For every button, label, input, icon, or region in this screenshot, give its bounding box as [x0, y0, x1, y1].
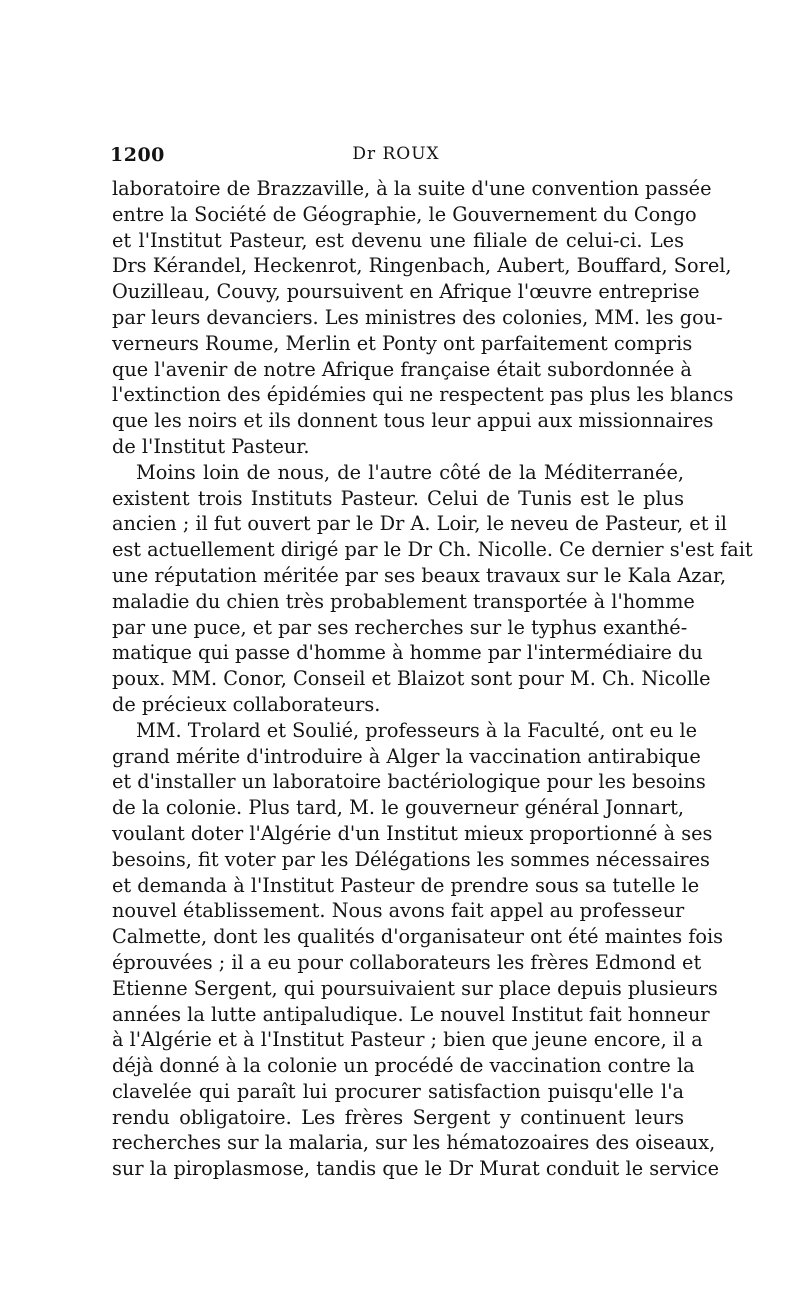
text-line: que l'avenir de notre Afrique française était subordonnée à	[112, 357, 692, 381]
text-line: à l'Algérie et à l'Institut Pasteur ; bien que jeune encore, il a	[112, 1028, 703, 1052]
text-line: poux. MM. Conor, Conseil et Blaizot sont pour M. Ch. Nicolle	[112, 667, 711, 691]
text-line: grand mérite d'introduire à Alger la vaccination antirabique	[112, 744, 701, 768]
text-line: années la lutte antipaludique. Le nouvel Institut fait honneur	[112, 1002, 710, 1026]
text-line: de la colonie. Plus tard, M. le gouverneur général Jonnart,	[112, 796, 684, 820]
text-line: et demanda à l'Institut Pasteur de prendre sous sa tutelle le	[112, 873, 700, 897]
text-line: besoins, fit voter par les Délégations les sommes nécessaires	[112, 847, 710, 871]
text-line: par leurs devanciers. Les ministres des colonies, MM. les gou-	[112, 305, 723, 329]
text-line: verneurs Roume, Merlin et Ponty ont parfaitement compris	[112, 331, 693, 355]
running-head: Dr ROUX	[352, 144, 440, 164]
text-line: et d'installer un laboratoire bactériologique pour les besoins	[112, 770, 706, 794]
text-line: de précieux collaborateurs.	[112, 692, 381, 716]
text-line: matique qui passe d'homme à homme par l'intermédiaire du	[112, 641, 703, 665]
text-line: nouvel établissement. Nous avons fait appel au professeur	[112, 899, 685, 923]
text-line: Calmette, dont les qualités d'organisateur ont été maintes fois	[112, 925, 724, 949]
text-line: rendu obligatoire. Les frères Sergent y continuent leurs	[112, 1105, 684, 1129]
text-line: de l'Institut Pasteur.	[112, 434, 310, 458]
text-line: et l'Institut Pasteur, est devenu une filiale de celui-ci. Les	[112, 228, 684, 252]
text-line: ancien ; il fut ouvert par le Dr A. Loir, le neveu de Pasteur, et il	[112, 512, 727, 536]
page-number: 1200	[110, 144, 165, 166]
text-line: MM. Trolard et Soulié, professeurs à la Faculté, ont eu le	[136, 718, 698, 742]
text-line: éprouvées ; il a eu pour collaborateurs les frères Edmond et	[112, 950, 702, 974]
paragraph	[112, 460, 753, 718]
text-line: entre la Société de Géographie, le Gouvernement du Congo	[112, 202, 697, 226]
text-line: maladie du chien très probablement transportée à l'homme	[112, 589, 695, 613]
text-line: l'extinction des épidémies qui ne respectent pas plus les blancs	[112, 383, 734, 407]
text-line: clavelée qui paraît lui procurer satisfaction puisqu'elle l'a	[112, 1079, 684, 1103]
text-line: Drs Kérandel, Heckenrot, Ringenbach, Aubert, Bouffard, Sorel,	[112, 254, 732, 278]
text-line: existent trois Instituts Pasteur. Celui de Tunis est le plus	[112, 486, 684, 510]
text-line: voulant doter l'Algérie d'un Institut mieux proportionné à ses	[112, 821, 713, 845]
text-line: recherches sur la malaria, sur les hématozoaires des oiseaux,	[112, 1131, 716, 1155]
text-line: Etienne Sergent, qui poursuivaient sur place depuis plusieurs	[112, 976, 718, 1000]
text-line: Moins loin de nous, de l'autre côté de la Méditerranée,	[136, 460, 684, 484]
body-text	[112, 176, 753, 1182]
text-line: sur la piroplasmose, tandis que le Dr Murat conduit le service	[112, 1157, 720, 1181]
text-line: une réputation méritée par ses beaux travaux sur le Kala Azar,	[112, 563, 727, 587]
paragraph	[112, 718, 724, 1182]
text-line: Ouzilleau, Couvy, poursuivent en Afrique l'œuvre entreprise	[112, 280, 700, 304]
text-line: déjà donné à la colonie un procédé de vaccination contre la	[112, 1054, 695, 1078]
page-header	[110, 144, 682, 170]
text-line: que les noirs et ils donnent tous leur appui aux missionnaires	[112, 409, 714, 433]
text-line: par une puce, et par ses recherches sur le typhus exanthé-	[112, 615, 688, 639]
paragraph	[112, 176, 734, 460]
text-line: est actuellement dirigé par le Dr Ch. Nicolle. Ce dernier s'est fait	[112, 538, 753, 562]
text-line: laboratoire de Brazzaville, à la suite d'une convention passée	[112, 177, 712, 200]
